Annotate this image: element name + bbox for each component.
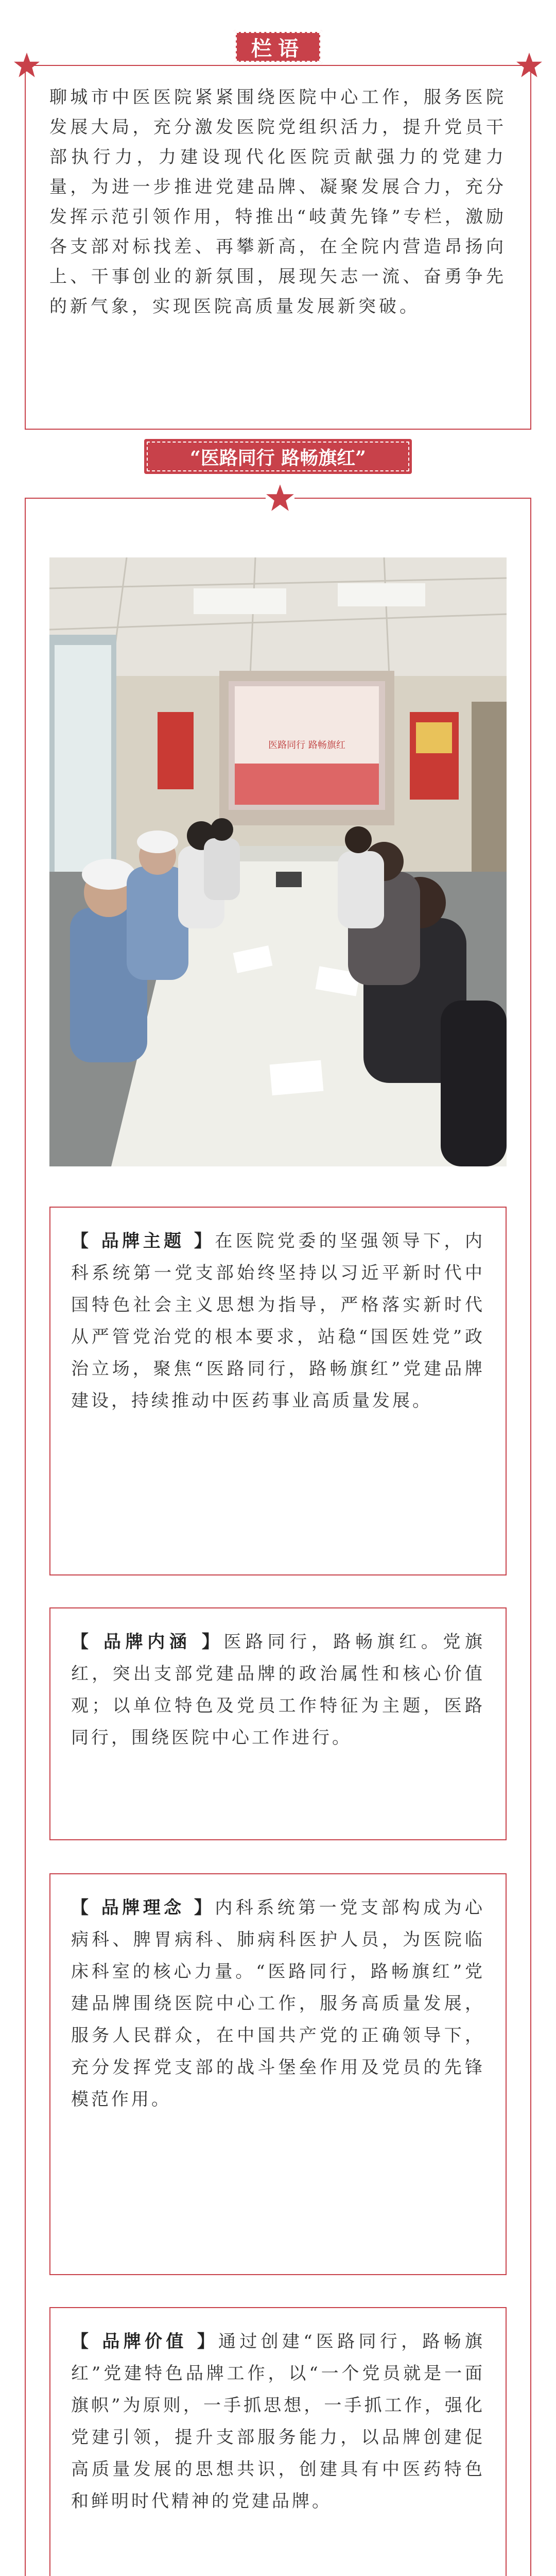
column-tag: 栏语 — [234, 30, 322, 64]
column-intro-text: 聊城市中医医院紧紧围绕医院中心工作，服务医院发展大局，充分激发医院党组织活力，提升党员干部执行力，力建设现代化医院贡献强力的党建力量，为进一步推进党建品牌、凝聚发展合力，充分发挥示范引领作用，特推出“岐黄先锋”专栏，激励各支部对标找差、再攀新高，在全院内营造昂扬向上、干事创业的新氛围，展现矢志一流、奋勇争先的新气象，实现医院高质量发展新突破。 — [49, 87, 507, 317]
brand-connotation-box — [49, 1607, 507, 1840]
brand-philosophy-box — [49, 1873, 507, 2275]
star-icon — [516, 52, 543, 78]
star-icon — [13, 52, 40, 78]
star-icon — [266, 483, 294, 512]
brand-philosophy-body: 内科系统第一党支部构成为心病科、脾胃病科、肺病科医护人员，为医院临床科室的核心力量。“医路同行，路畅旗红”党建品牌围绕医院中心工作，服务高质量发展，服务人民群众，在中国共产党的正确领导下，充分发挥党支部的战斗堡垒作用及党员的先锋模范作用。 — [71, 1897, 485, 2110]
brand-value-box — [49, 2307, 507, 2576]
brand-philosophy-label: 【 品牌理念 】 — [71, 1897, 215, 1918]
section-title: “医路同行 路畅旗红” — [144, 439, 412, 474]
brand-connotation-body: 医路同行，路畅旗红。党旗红，突出支部党建品牌的政治属性和核心价值观；以单位特色及党员工作特征为主题，医路同行，围绕医院中心工作进行。 — [71, 1632, 485, 1748]
meeting-photo — [49, 557, 507, 1166]
brand-theme-label: 【 品牌主题 】 — [71, 1231, 215, 1251]
brand-theme-box — [49, 1207, 507, 1575]
brand-connotation-label: 【 品牌内涵 】 — [71, 1632, 224, 1652]
brand-value-text — [71, 2326, 485, 2517]
brand-theme-text — [71, 1225, 485, 1417]
meeting-room-illustration — [49, 557, 507, 1166]
brand-value-label: 【 品牌价值 】 — [71, 2331, 219, 2352]
screen-title-text: 医路同行 路畅旗红 — [268, 740, 345, 751]
brand-value-body: 通过创建“医路同行，路畅旗红”党建特色品牌工作，以“一个党员就是一面旗帜”为原则，一手抓思想，一手抓工作，强化党建引领，提升支部服务能力，以品牌创建促高质量发展的思想共识，创建具有中医药特色和鲜明时代精神的党建品牌。 — [71, 2331, 485, 2512]
brand-philosophy-text — [71, 1892, 485, 2115]
brand-theme-body: 在医院党委的坚强领导下，内科系统第一党支部始终坚持以习近平新时代中国特色社会主义思想为指导，严格落实新时代从严管党治党的根本要求，站稳“国医姓党”政治立场，聚焦“医路同行，路畅旗红”党建品牌建设，持续推动中医药事业高质量发展。 — [71, 1231, 485, 1411]
brand-connotation-text — [71, 1626, 485, 1754]
